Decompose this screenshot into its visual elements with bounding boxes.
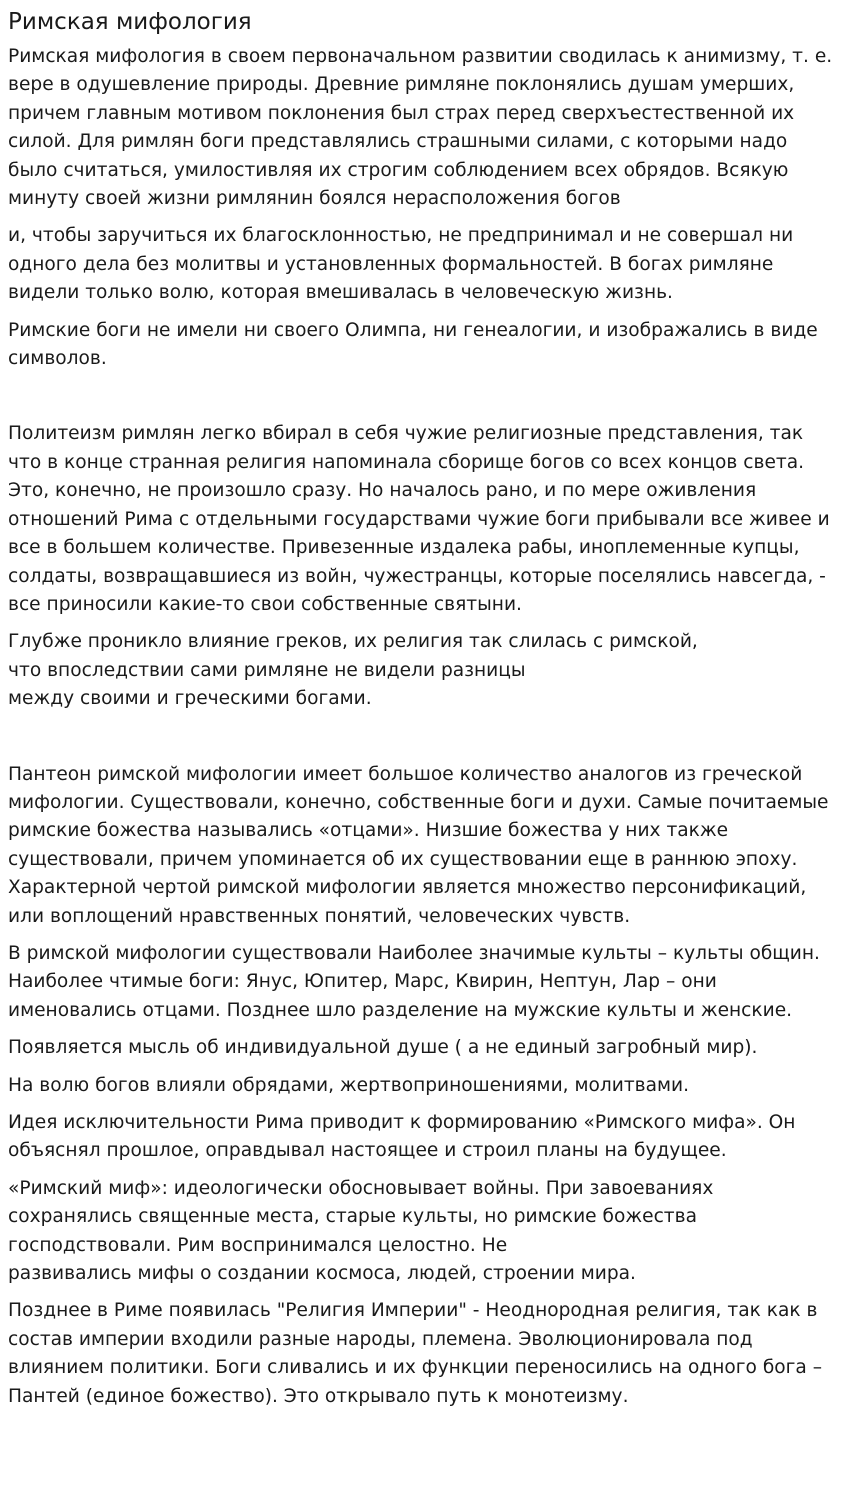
paragraph-roman-myth [8, 1175, 838, 1289]
paragraph-rituals: и, чтобы заручиться их благосклонностью, не предпринимал и не совершал ни одного дела без молитвы и установленных формальностей. В богах римляне видели только волю, которая вмешивалась в человеческую жизнь. [8, 225, 794, 304]
paragraph-pantheon: Пантеон римской мифологии имеет большое количество аналогов из греческой мифологии. Существовали, конечно, собственные боги и духи. Самые почитаемые римские божества назывались «отцами». Низшие божества у них также существовали, причем упоминается об их существовании еще в раннюю эпоху. Характерной чертой римской мифологии является множество персонификаций, или воплощений нравственных понятий, человеческих чувств. [8, 763, 829, 927]
article-title: Римская мифология [8, 9, 252, 35]
text-line: развивались мифы о создании космоса, людей, строении мира. [8, 1263, 636, 1285]
paragraph-community-cults: В римской мифологии существовали Наиболее значимые культы – культы общин. Наиболее чтимые боги: Янус, Юпитер, Марс, Квирин, Нептун, Лар – они именовались отцами. Позднее шло разделение на мужские культы и женские. [8, 942, 820, 1021]
paragraph-no-olympus: Римские боги не имели ни своего Олимпа, ни генеалогии, и изображались в виде символов. [8, 319, 818, 370]
text-line: что впоследствии сами римляне не видели разницы [8, 659, 526, 681]
spacer [8, 723, 838, 761]
text-line: Глубже проникло влияние греков, их религия так слилась с римской, [8, 631, 698, 653]
paragraph-greek-influence [8, 628, 838, 713]
paragraph-roman-myth-idea: Идея исключительности Рима приводит к формированию «Римского мифа». Он объяснял прошлое, оправдывал настоящее и строил планы на будущее. [8, 1112, 796, 1162]
paragraph-polytheism: Политеизм римлян легко вбирал в себя чужие религиозные представления, так что в конце странная религия напоминала сборище богов со всех концов света. Это, конечно, не произошло сразу. Но началось рано, и по мере оживления отношений Рима с отдельными государствами чужие боги прибывали все живее и все в большем количестве. Привезенные издалека рабы, иноплеменные купцы, солдаты, возвращавшиеся из войн, чужестранцы, которые поселялись навсегда, - все приносили какие-то свои собственные святыни. [8, 423, 830, 615]
text-line: «Римский миф»: идеологически обосновывает войны. При завоеваниях сохранялись священные места, старые культы, но римские божества господствовали. Рим воспринимался целостно. Не [8, 1177, 714, 1256]
paragraph-will-of-gods: На волю богов влияли обрядами, жертвоприношениями, молитвами. [8, 1074, 690, 1096]
paragraph-empire-religion: Позднее в Риме появилась "Религия Империи" - Неоднородная религия, так как в состав империи входили разные народы, племена. Эволюционировала под влиянием политики. Боги сливались и их функции переносились на одного бога – Пантей (единое божество). Это открывало путь к монотеизму. [8, 1300, 823, 1407]
paragraph-animism: Римская мифология в своем первоначальном развитии сводилась к анимизму, т. е. вере в одушевление природы. Древние римляне поклонялись душам умерших, причем главным мотивом поклонения был страх перед сверхъестественной их силой. Для римлян боги представлялись страшными силами, с которыми надо было считаться, умилостивляя их строгим соблюдением всех обрядов. Всякую минуту своей жизни римлянин боялся нерасположения богов [8, 46, 833, 210]
spacer [8, 382, 838, 420]
text-line: между своими и греческими богами. [8, 688, 372, 710]
paragraph-individual-soul: Появляется мысль об индивидуальной душе ( а не единый загробный мир). [8, 1037, 758, 1059]
